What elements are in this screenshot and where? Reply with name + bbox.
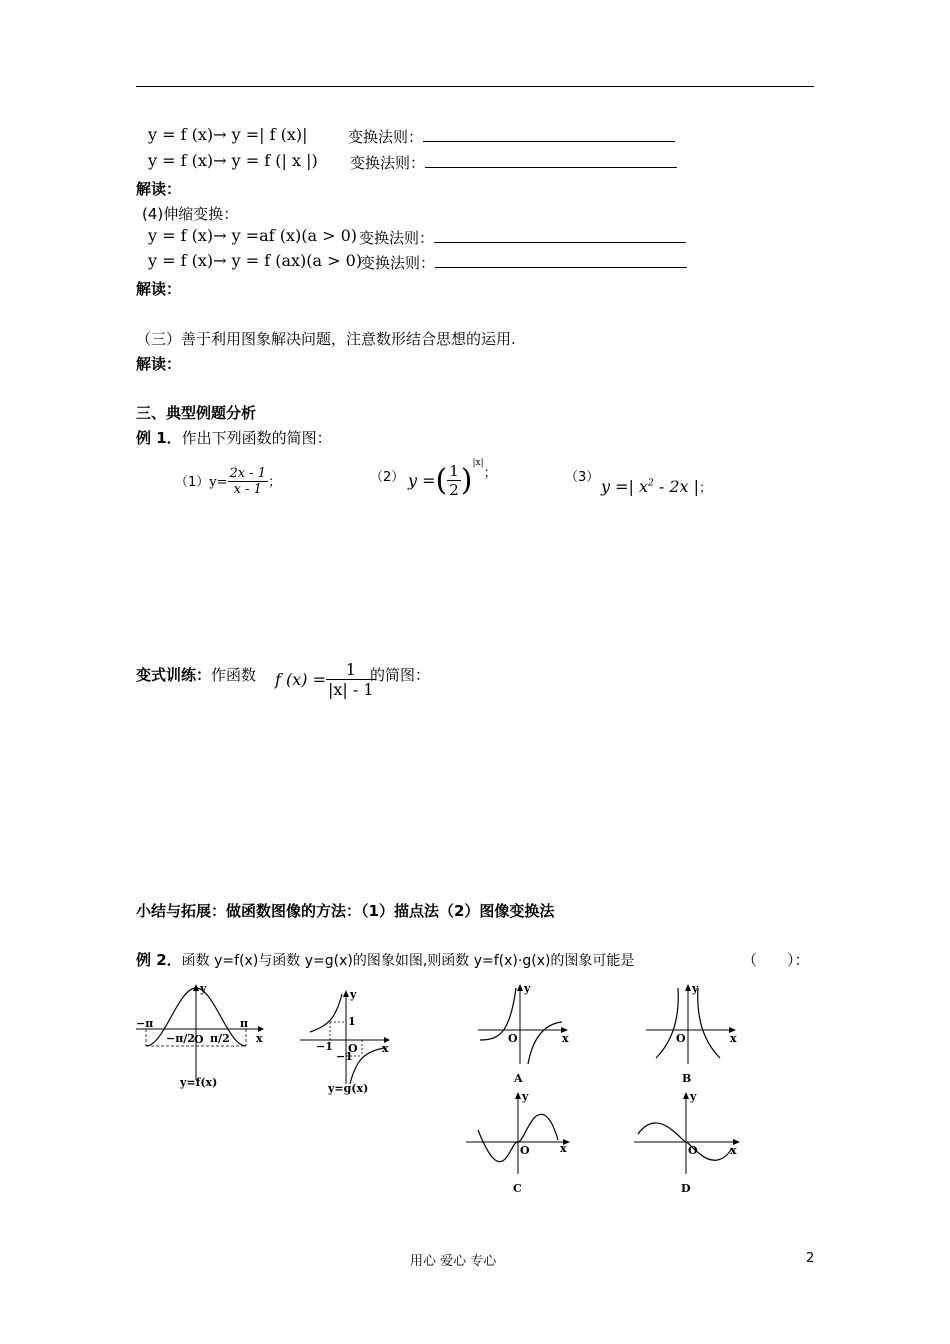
ex1-item-2-formula [408,458,497,499]
y-arrow [515,1092,521,1099]
option-label: B [682,1072,692,1085]
curve-right [698,988,720,1058]
answer-blank[interactable] [434,229,686,243]
x-label: x [730,1144,737,1157]
tick-label: −1 [336,1050,353,1063]
origin-label: O [688,1144,698,1157]
item-suffix: ； [699,481,713,496]
fraction [228,466,269,497]
caption: y=g(x) [328,1082,369,1095]
item-suffix: ； [483,466,497,481]
origin-label: O [194,1033,204,1046]
jiedu-label: 解读： [136,280,182,298]
origin-label: O [348,1042,358,1055]
origin-label: O [676,1032,686,1045]
transform-formula-2: y = f (x)→ y = f (| x |) [148,151,318,170]
expr-part: y =| x [601,477,649,496]
jiedu-label: 解读： [136,180,182,198]
origin-label: O [508,1032,518,1045]
y-label: y [690,1090,697,1103]
section-heading: 三、典型例题分析 [136,404,257,422]
x-label: x [256,1032,263,1045]
ex1-item-2 [370,466,404,485]
option-d-graph [632,1090,744,1198]
example-2-label: 例 2． [136,951,182,969]
rule-label: 变换法则： [360,254,436,272]
summary: 小结与拓展：做函数图像的方法：（1）描点法（2）图像变换法 [136,902,555,920]
ex1-item-3 [565,466,599,485]
y-label: y [692,982,699,995]
example-1 [136,427,332,448]
tick-label: π/2 [210,1032,230,1045]
y-label: y [200,982,207,995]
tick-label: −π/2 [166,1032,195,1045]
left-paren: ( [435,463,448,498]
footer-text: 用心 爱心 专心 [410,1254,497,1269]
y-arrow [517,984,523,991]
superscript: 2 [648,478,654,489]
exponent: |x| [472,458,484,468]
option-label: D [681,1182,691,1195]
example-1-text: 作出下列函数的简图： [181,429,332,447]
expr-rest: - 2x | [653,477,700,496]
y-label: y [522,1090,529,1103]
caption: y=f(x) [180,1076,218,1089]
transform-rule-1 [348,126,675,147]
numerator: 1 [326,660,376,680]
example-1-label: 例 1． [136,429,182,447]
x-label: x [382,1042,389,1055]
tick-label: π [240,1017,249,1030]
rule-label: 变换法则： [350,154,426,172]
item-prefix: y= [209,475,228,490]
transform-formula-1: y = f (x)→ y =| f (x)| [148,125,308,144]
tick-label: 1 [348,1015,356,1028]
jiedu-label: 解读： [136,355,182,373]
ex1-item-1 [175,466,281,497]
fx: f (x) = [275,670,327,689]
answer-paren[interactable]: （ ）： [742,951,810,969]
variant-label: 变式训练： [136,666,212,684]
graph-f [134,980,269,1092]
rule-label: 变换法则： [348,128,424,146]
transform-rule-3 [359,227,686,248]
tick-label: −1 [316,1040,333,1053]
transform-rule-2 [350,152,677,173]
item-number: （1） [175,475,210,490]
point-three-text: （三）善于利用图象解决问题，注意数形结合思想的运用. [136,330,516,348]
option-a-graph [472,982,572,1088]
answer-blank[interactable] [435,254,687,268]
section-4-title: (4)伸缩变换： [142,205,239,223]
option-b-graph [640,982,740,1088]
rule-label: 变换法则： [359,229,435,247]
curve-left [310,994,342,1032]
denominator: x - 1 [233,482,262,497]
y-label: y [350,988,357,1001]
item-y: y = [408,471,436,490]
answer-blank[interactable] [423,128,675,142]
variant-text: 作函数 [211,666,257,684]
denominator: |x| - 1 [328,680,374,699]
numerator: 1 [449,462,459,480]
option-label: C [513,1182,522,1195]
tick-label: −π [136,1017,154,1030]
right-paren: ) [460,463,473,498]
curve-left [656,988,678,1058]
numerator: 2x - 1 [229,466,267,481]
y-arrow [343,990,349,997]
y-arrow [683,1092,689,1099]
y-arrow [685,984,691,991]
origin-label: O [520,1144,530,1157]
variant-suffix: 的简图： [370,666,431,684]
option-c-graph [464,1090,574,1198]
page-number: 2 [806,1251,815,1266]
transform-rule-4 [360,252,687,273]
example-2 [136,949,634,970]
item-number: （2） [370,470,405,485]
item-number: （3） [565,470,600,485]
ex1-item-3-formula [601,477,712,496]
transform-formula-4: y = f (x)→ y = f (ax)(a > 0) [148,251,363,270]
graph-g [298,988,394,1098]
option-label: A [514,1072,523,1085]
answer-blank[interactable] [425,154,677,168]
variant-formula [275,660,376,699]
header-rule [136,86,814,87]
transform-formula-3: y = f (x)→ y =af (x)(a > 0) [148,226,357,245]
denominator: 2 [449,481,459,499]
y-label: y [524,982,531,995]
item-suffix: ； [268,475,282,490]
fraction [447,462,461,499]
curve-right [528,1022,562,1064]
x-label: x [560,1142,567,1155]
x-label: x [730,1032,737,1045]
fraction [326,660,376,699]
x-label: x [562,1032,569,1045]
example-2-text: 函数 y=f(x)与函数 y=g(x)的图象如图,则函数 y=f(x)·g(x)的图象可能是 [181,953,635,969]
variant-training [136,664,256,685]
